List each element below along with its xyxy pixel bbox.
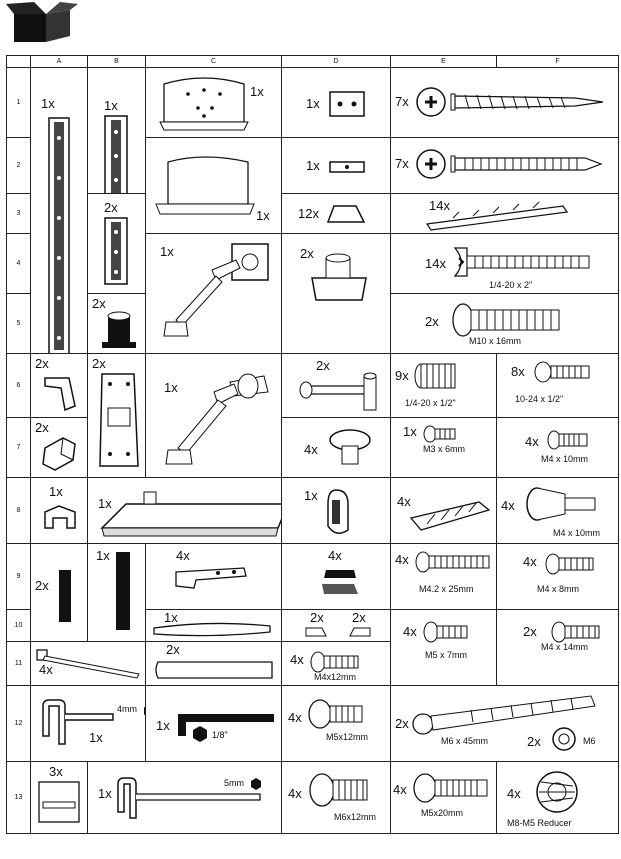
quantity: 14x [429,198,450,213]
part-cell-a8 [31,478,88,544]
column-header: D [282,56,391,68]
part-cell-d11 [282,642,391,686]
screw-icon [545,552,597,576]
quantity: 1x [256,208,270,223]
row-number: 5 [7,294,31,354]
table-row [7,194,619,234]
part-cell-d10 [282,610,391,642]
quantity: 1x [306,158,320,173]
part-cell-b13 [88,762,282,834]
quantity: 4x [403,624,417,639]
quantity: 1x [156,718,170,733]
part-cell-d7 [282,418,391,478]
part-cell-a7 [31,418,88,478]
part-cell-f7 [497,418,619,478]
size-label: 5mm [224,778,244,788]
size-label: 1/4-20 x 1/2" [405,398,456,408]
quantity: 1x [89,730,103,745]
part-cell-a1 [31,68,88,354]
size-label: M5x20mm [421,808,464,818]
quantity: 4x [39,662,53,677]
quantity: 1x [164,610,178,625]
quantity: 1x [250,84,264,99]
quantity: 1x [41,96,55,111]
clamp-knob-icon [306,252,372,304]
part-cell-e10 [391,610,497,686]
quantity: 2x [92,296,106,311]
quantity: 1x [403,424,417,439]
quantity: 1x [98,786,112,801]
quantity: 4x [525,434,539,449]
part-cell-f9 [497,544,619,610]
part-cell-e12 [391,686,619,762]
corner-cell [7,56,31,68]
small-bolt-icon [533,358,593,388]
bracket-icon [96,370,142,470]
part-cell-c10 [146,610,282,642]
screw-icon [308,772,372,810]
part-cell-f6 [497,354,619,418]
screw-icon [423,620,471,646]
clip-icon [41,504,81,532]
quantity: 2x [316,358,330,373]
part-cell-d4 [282,234,391,354]
table-row [7,762,619,834]
part-cell-b8 [88,478,282,544]
quantity: 9x [395,368,409,383]
quantity: 4x [523,554,537,569]
part-cell-d9 [282,544,391,610]
part-cell-c1 [146,68,282,138]
quantity: 2x [310,610,324,625]
second-arm-icon [164,362,276,470]
hex-icon [250,778,262,790]
quantity: 2x [527,734,541,749]
part-cell-a6 [31,354,88,418]
cover-strip-icon [154,658,278,682]
quantity: 3x [49,764,63,779]
size-label: 1/4-20 x 2" [489,280,533,290]
part-cell-e8 [391,478,497,544]
table-row [7,686,619,762]
cap-icon [100,312,140,352]
row-number: 4 [7,234,31,294]
quantity: 4x [304,442,318,457]
part-cell-c3 [146,138,282,234]
part-cell-b12 [146,686,282,762]
tiny-screw-icon [423,424,459,446]
corner-cover-icon [41,374,81,414]
row-number: 12 [7,686,31,762]
screw-icon [310,650,362,674]
part-cell-a13 [31,762,88,834]
part-cell-e1 [391,68,619,138]
part-cell-b1 [88,68,146,194]
part-cell-d13 [282,762,391,834]
part-cell-b3 [88,194,146,294]
t-handle-key-icon [39,696,119,748]
part-cell-f10 [497,610,619,686]
size-label: M10 x 16mm [469,336,522,346]
size-label: M4 x 8mm [537,584,580,594]
part-cell-e2 [391,138,619,194]
row-number: 7 [7,418,31,478]
part-cell-d3 [282,194,391,234]
part-cell-e5 [391,294,619,354]
quantity: 4x [507,786,521,801]
adhesive-pad-icon [320,566,360,600]
part-cell-c11 [146,642,282,686]
quantity: 1x [160,244,174,259]
row-number: 9 [7,544,31,610]
long-screw-icon [415,550,495,576]
quantity: 2x [104,200,118,215]
part-cell-e13 [391,762,497,834]
row-number: 6 [7,354,31,418]
size-label: M4 x 10mm [553,528,601,538]
part-cell-b9 [88,544,146,642]
wood-screw-icon [415,84,605,124]
screw-icon [308,698,366,732]
quantity: 4x [288,786,302,801]
part-cell-a12 [31,686,146,762]
cable-cover-icon [152,622,274,638]
column-header: E [391,56,497,68]
table-row [7,544,619,610]
size-label: 10-24 x 1/2" [515,394,564,404]
part-cell-c4 [146,234,282,354]
part-cell-e3 [391,194,619,234]
part-cell-a9 [31,544,88,642]
row-number: 3 [7,194,31,234]
part-cell-a11 [31,642,146,686]
quantity: 4x [395,552,409,567]
cable-clip-icon [322,486,352,542]
quantity: 1x [98,496,112,511]
hex-icon [192,726,208,742]
screw-icon [547,430,589,452]
square-plate-icon [328,90,368,120]
row-number: 10 [7,610,31,642]
screw-icon [413,772,493,808]
monitor-arm-icon [156,240,276,340]
part-cell-e6 [391,354,497,418]
quantity: 2x [92,356,106,371]
short-rail-icon [102,116,132,194]
column-header: F [497,56,619,68]
bolt-icon [453,246,593,278]
set-screw-icon [413,360,461,394]
table-row [7,68,619,138]
quantity: 4x [501,498,515,513]
size-label: M4.2 x 25mm [419,584,474,594]
long-rail-icon [45,118,75,354]
quantity: 2x [425,314,439,329]
row-number: 13 [7,762,31,834]
quantity: 4x [288,710,302,725]
size-label: M6x12mm [334,812,377,822]
size-label: M5x12mm [326,732,369,742]
table-row [7,354,619,418]
long-velcro-icon [114,550,132,632]
size-label: M8-M5 Reducer [507,818,572,828]
quantity: 2x [35,356,49,371]
part-cell-f13 [497,762,619,834]
row-number: 1 [7,68,31,138]
header-row [7,56,619,68]
quantity: 8x [511,364,525,379]
machine-screw-icon [415,146,605,186]
small-plate-icon [328,158,368,178]
quantity: 1x [306,96,320,111]
wrench-plate-icon [170,564,250,594]
thumb-screw-icon [525,484,605,524]
part-cell-e9 [391,544,497,610]
quantity: 1x [49,484,63,499]
part-cell-d8 [282,478,391,544]
part-cell-e4 [391,234,619,294]
part-cell-d6 [282,354,391,418]
wall-anchor-icon [423,202,573,232]
screw-icon [551,620,603,644]
part-cell-c9 [146,544,282,610]
quantity: 7x [395,156,409,171]
end-cap-icon [39,434,83,474]
rubber-pad-icon [326,204,366,226]
table-row [7,478,619,544]
quantity: 7x [395,94,409,109]
extension-arm-icon [298,372,391,416]
row-number: 2 [7,138,31,194]
quantity: 4x [328,548,342,563]
quantity: 2x [166,642,180,657]
part-cell-d2 [282,138,391,194]
row-number: 11 [7,642,31,686]
parts-table [6,55,619,834]
column-header: A [31,56,88,68]
instruction-card-icon [37,780,83,824]
part-cell-d1 [282,68,391,138]
size-label: M6 x 45mm [441,736,489,746]
quantity: 1x [164,380,178,395]
clip-icon [304,624,328,640]
hex-bolt-icon [451,302,561,338]
clip-icon [348,624,372,640]
base-plate-icon [154,154,258,228]
quantity: 14x [425,256,446,271]
column-header: C [146,56,282,68]
size-label: 1/8" [212,730,228,740]
size-label: M6 [583,736,596,746]
part-cell-f8 [497,478,619,544]
size-label: M4 x 10mm [541,454,589,464]
quantity: 4x [176,548,190,563]
part-cell-c6 [146,354,282,478]
mounting-plate-icon [158,76,250,136]
laptop-tray-icon [98,490,282,542]
part-cell-d12 [282,686,391,762]
washer-icon [551,726,577,752]
open-box-icon [4,2,78,44]
part-cell-b6 [88,354,146,478]
part-cell-b5 [88,294,146,354]
quantity: 4x [290,652,304,667]
size-label: M4 x 14mm [541,642,589,652]
grommet-icon [328,426,372,470]
size-label: M3 x 6mm [423,444,466,454]
row-number: 8 [7,478,31,544]
quantity: 2x [300,246,314,261]
velcro-strip-icon [57,568,73,624]
quantity: 1x [304,488,318,503]
reducer-icon [533,768,583,814]
quantity: 12x [298,206,319,221]
quantity: 4x [393,782,407,797]
part-cell-e7 [391,418,497,478]
rail-pair-icon [102,218,132,288]
column-header: B [88,56,146,68]
quantity: 2x [523,624,537,639]
quantity: 1x [104,98,118,113]
quantity: 1x [96,548,110,563]
quantity: 2x [352,610,366,625]
size-label: M5 x 7mm [425,650,468,660]
quantity: 4x [397,494,411,509]
drywall-anchor-icon [407,498,493,538]
quantity: 2x [35,578,49,593]
quantity: 2x [35,420,49,435]
quantity: 2x [395,716,409,731]
size-label: M4x12mm [314,672,357,682]
size-label: 4mm [117,704,137,714]
